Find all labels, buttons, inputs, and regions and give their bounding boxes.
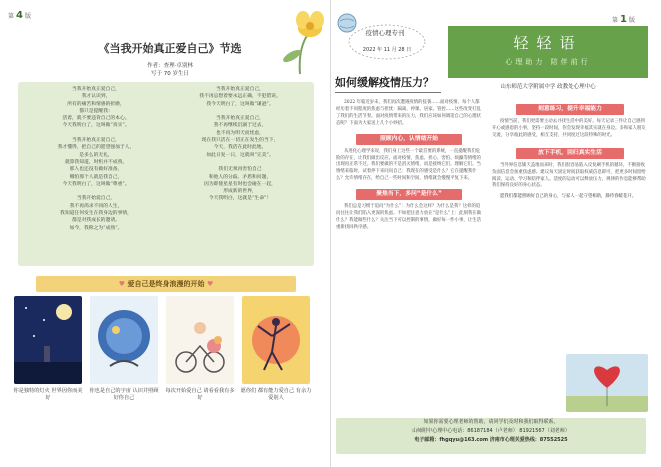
page-label-right: 第 1 版 <box>612 14 635 25</box>
section-text-4: 当外界信息铺天盖地而来时，我们很容易陷入反复刷手机的循环，不断接收负面信息会加重焦虑感。建议每天固定时间获取权威信息即可，把更多时间留给阅读、运动、学习和陪伴家人。适度的运动可以释放压力，规律的作息能够帮助我们保持良好的身心状态。 <box>492 162 646 189</box>
caption-1: 你是独特的灯火 世界因你而美好 <box>13 388 83 401</box>
poem-right-line: 今天我明白，这就是“生命”！ <box>208 196 272 202</box>
illustration-universe <box>90 296 158 384</box>
contact-footer <box>336 418 646 454</box>
caption-4: 愿你们 都有能力爱自己 有余力爱别人 <box>240 388 312 401</box>
closing-text: 愿我们都能照顾好自己的身心，与家人一起守望相助，静待春暖花开。 <box>500 194 637 200</box>
author: 作者：查理·卓别林 <box>147 63 193 69</box>
poem-left-line: 那人也还没有做好准备， <box>69 167 123 173</box>
poem-right-line <box>170 159 310 166</box>
author-note: 写于 70 岁生日 <box>151 71 189 77</box>
poem-right-line: 现在我只活在一切正在发生的当下， <box>201 138 279 144</box>
poem-right-line <box>170 108 310 115</box>
brand-title: 轻轻语 <box>513 34 583 52</box>
article-column-right <box>492 104 648 201</box>
heart-icon: ♥ <box>206 280 214 288</box>
poem-left-line: 我才认识到， <box>81 94 111 100</box>
banner-text: 爱自己是终身浪漫的开始 <box>127 280 205 288</box>
heart-icon: ♥ <box>118 280 126 288</box>
illustration-night-sky <box>14 296 82 384</box>
poem-right-line: 当我开始真正爱自己， <box>216 116 264 122</box>
poem-left-line: 就算我知道，时机并不成熟， <box>64 159 128 165</box>
poem-column-left <box>26 86 166 232</box>
poem-left-line <box>26 130 166 137</box>
page-4 <box>0 0 330 467</box>
poem-right-line: 也不再为明天而忧虑， <box>216 130 264 136</box>
poem-left-line: 我才懂得，把自己的愿望强加于人， <box>57 145 135 151</box>
poem-left-line: 都是对我成长的邀请。 <box>72 218 120 224</box>
page-label-left: 第 4 版 <box>8 10 31 21</box>
brand-organization: 山东师范大学附属中学 政教处心理中心 <box>500 84 596 90</box>
subpaper-title: 疫情心理专刊 <box>365 29 405 37</box>
poem-left-line: 当我开始爱自己， <box>76 196 116 202</box>
poem-right-line: 我不再继续沉溺于过去， <box>213 123 267 129</box>
poem-left-line: 所有的痛苦和情感的折磨， <box>67 101 125 107</box>
footer-line-2: 山师附中心理中心电话：86187184（卢老师） 81921567（刘老师） <box>412 428 570 434</box>
poem-left-line: 当我开始真正爱自己， <box>72 87 120 92</box>
footer-line-3: 电子邮箱：fhgqyu@163.com 济南市心理关爱热线：87552525 <box>414 437 568 443</box>
illustration-bicycle <box>166 296 234 384</box>
section-text-3: 疫情当前，我们更需要主动去寻找生活中的美好。每天记录三件让自己感到开心或感恩的小事，坚持一段时间，你会发现幸福其实就在身边。多和家人朋友交流，分享彼此的感受，相互支持，共同度过这段特殊的时光。 <box>492 119 646 138</box>
poem-right-line: 我不再总想着要永远正确，不犯错误。 <box>199 94 281 100</box>
poem-right-line: 我们无须再害怕自己 <box>218 167 262 173</box>
section-text-2: 我们总是习惯于追问“为什么”：为什么会这样？为什么是我？这样的追问往往让我们陷入更深的焦虑。不如把注意力放在“是什么”上：此刻我在做什么？我能做些什么？关注当下可以控制的事情，做好每一件小事，让生活重新找回秩序感。 <box>336 204 482 230</box>
byline <box>60 62 280 78</box>
poem-right-line: 今天，我活在此时此地， <box>213 145 267 151</box>
title-underline <box>335 92 441 93</box>
article-column-left <box>336 100 482 232</box>
poem-left-line <box>26 188 166 195</box>
poem-left-line: 活着，就不要违背自己的本心。 <box>62 116 130 122</box>
poem-left-line: 当我开始真正爱自己， <box>72 138 120 144</box>
poem-right-line: 我今天明白了，这叫做“谦逊”。 <box>206 101 274 107</box>
poem-left-line: 哪怕那个人就是我自己， <box>69 174 123 180</box>
article-title: 《当我开始真正爱自己》节选 <box>98 42 242 55</box>
poem-left-line: 是多么的无礼， <box>79 152 113 158</box>
article-intro: 2022 年临近岁末，我们再次遭遇疫情的侵袭……面对疫情，每个人都经历着不同程度的焦虑与担忧：隔离、停课、居家、管控……这些改变打乱了我们的生活节奏。面对疫情带来的压力，我们应该如何调适自己的心理状态呢？下面为大家送上几个小妙招。 <box>336 100 481 126</box>
dashed-frame <box>346 22 428 62</box>
poem-right-line: 如此日复一日，这就叫“完美”。 <box>206 152 274 158</box>
poem-left-line: 今天我明白了，这叫做“尊重”。 <box>62 181 130 187</box>
section-head-4: 放下手机，回归真实生活 <box>516 148 624 159</box>
poem-left-line: 我知道任何发生在我身边的事情， <box>60 211 132 217</box>
main-article-title: 如何缓解疫情压力？ <box>335 76 434 89</box>
poem-left-line: 如今，我称之为“成熟”。 <box>69 225 123 231</box>
heart-balloon-photo <box>566 354 648 412</box>
poem-right-line: 当我开始真正爱自己， <box>216 87 264 92</box>
poem-right-line: 因为即使星星有时也会碰在一起， <box>204 181 276 187</box>
banner <box>36 276 296 292</box>
issue-date: 2022 年 11 月 28 日 <box>362 47 412 53</box>
section-head-3: 刻意练习，提升幸福能力 <box>516 104 624 115</box>
caption-2: 你也是自己的宇宙 认识并照顾好你自己 <box>89 388 159 401</box>
footer-line-1: 如果你需要心理老师的帮助，请同学们及时和我们取得联系。 <box>423 419 559 425</box>
section-head-1: 照顾内心，认情绪开始 <box>356 134 462 145</box>
section-text-1: 从进化心理学来说，我们身上这些一个最首要的系统，一直提醒我们危险的存在，让我们做出反应。面对疫情，焦虑、担心、害怕、烦躁等情绪的出现再正常不过。我们要做的不是消灭情绪，而是接纳它们、理解它们。当情绪来临时，试着停下来问问自己：我现在的感受是什么？它在提醒我什么？允许情绪存在，给自己一些时间和空间，情绪就会慢慢平复下来。 <box>336 148 481 182</box>
poem-left-line: 今天我明白了，这叫做“真实”。 <box>62 123 130 129</box>
poem-right-line: 和他人的分歧、矛盾和问题， <box>208 174 272 180</box>
caption-3: 每次开始爱自己 请看看我有多好 <box>165 388 235 401</box>
poem-column-right <box>170 86 310 203</box>
poem-left-line: 我不再渴求不同的人生， <box>69 203 123 209</box>
illustration-dancer <box>242 296 310 384</box>
section-head-2: 聚焦当下，多问“是什么” <box>356 189 462 200</box>
brand-subtitle: 心理助力 陪伴前行 <box>505 58 591 66</box>
poem-right-line: 形成新的世界， <box>223 189 257 195</box>
poem-left-line: 都只是提醒我： <box>79 108 113 114</box>
